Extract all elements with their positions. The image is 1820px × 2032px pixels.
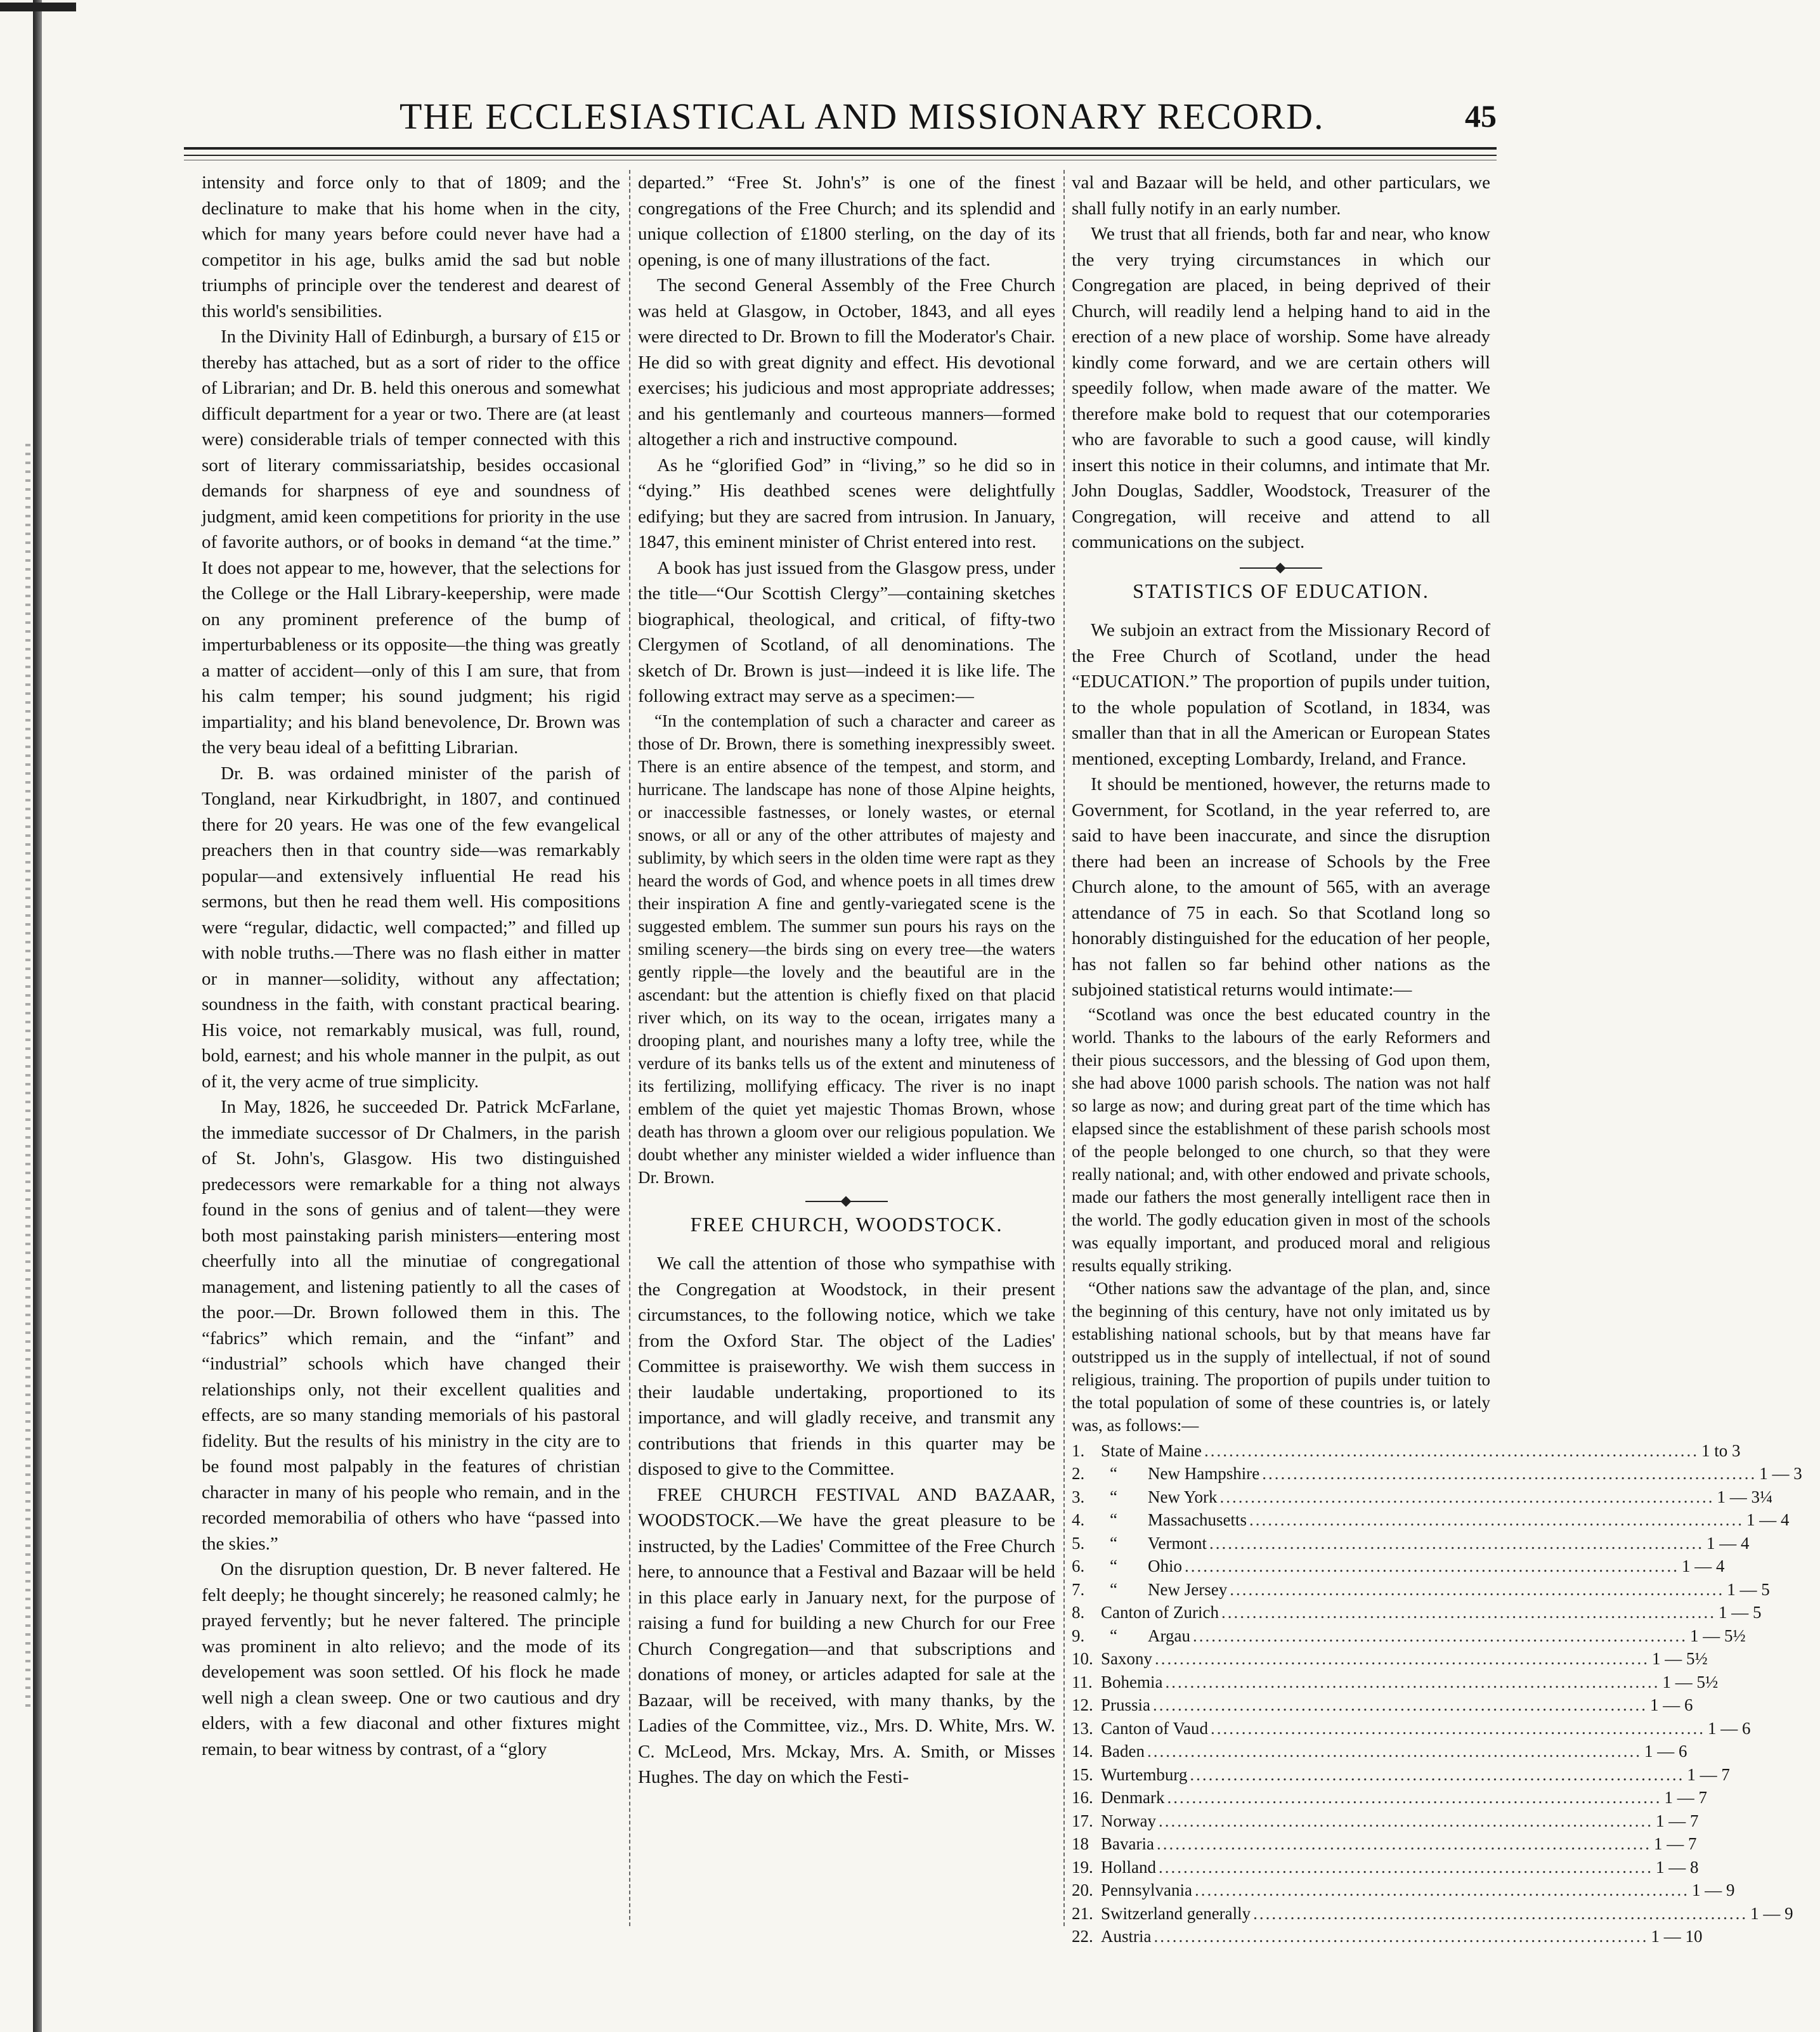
leader-dots — [1153, 1693, 1648, 1717]
binding-spine — [33, 0, 42, 2032]
stat-number: 19. — [1072, 1857, 1093, 1877]
stat-ratio: 1 — 7 — [1655, 1811, 1699, 1830]
stat-row — [1072, 1532, 1750, 1555]
stat-row — [1072, 1601, 1762, 1624]
paragraph: In May, 1826, he succeeded Dr. Patrick McFarlane, the immediate successor of Dr Chalmers, in the parish of St. John's, Glasgow. His two distinguished predecessors were remarkable for a thing not always found in the sons of genius and of talent—they were both most painstaking parish ministers—entering most cheerfully into all the minutiae of congregational management, and listening patiently to all the cases of the poor.—Dr. Brown followed them in this. The “fabrics” which remain, and the “infant” and “industrial” schools which have changed their relationships only, not their excellent qualities and effects, are so many standing memorials of his pastoral fidelity. But the results of his ministry in the city are to be found most palpably in the features of christian character in many of his people who remain, and in the recorded memorabilia of others who have “passed into the skies.” — [202, 1097, 620, 1554]
stat-row — [1072, 1879, 1735, 1902]
leader-dots — [1211, 1717, 1705, 1740]
ditto-mark: “ — [1110, 1533, 1117, 1553]
leader-dots — [1209, 1532, 1704, 1555]
stat-number: 13. — [1072, 1718, 1093, 1738]
stat-label: Prussia — [1101, 1695, 1151, 1714]
stat-ratio: 1 — 5½ — [1652, 1649, 1708, 1668]
stat-label: Denmark — [1101, 1788, 1165, 1807]
stat-row — [1072, 1485, 1773, 1509]
stat-number: 21. — [1072, 1903, 1093, 1923]
stat-label: Canton of Zurich — [1101, 1603, 1219, 1622]
stat-ratio: 1 — 3 — [1759, 1464, 1802, 1483]
quote-paragraph: “In the contemplation of such a character and career as those of Dr. Brown, there is something inexpressibly sweet. There is an entire absence of the tempest, and storm, and hurricane. The landscape has none of those Alpine heights, or inaccessible fastnesses, or lonely wastes, or eternal snows, or all or any of the other attributes of majesty and sublimity, by which seers in the olden time were rapt as they heard the words of God, and whence poets in all times drew their inspiration A fine and gently-variegated scene is the suggested emblem. The summer sun pours his rays on the smiling scenery—the birds sing on every tree—the waters gently ripple—the lovely and the beautiful are in the ascendant: but the attention is chiefly fixed on that placid river which, on its way to the ocean, irrigates many a drooping plant, and nourishes many a lofty tree, while the verdure of its banks tells us of the extent and minuteness of its fertilizing, mollifying efficacy. The river is no inapt emblem of the quiet yet majestic Thomas Brown, whose death has thrown a gloom over our religious population. We doubt whether any minister wielded a wider influence than Dr. Brown. — [638, 711, 1055, 1187]
stat-row — [1072, 1763, 1730, 1787]
leader-dots — [1154, 1925, 1648, 1948]
section-ornament — [1240, 564, 1322, 572]
stat-label: New Hampshire — [1148, 1464, 1260, 1483]
leader-dots — [1193, 1624, 1687, 1648]
ditto-mark: “ — [1110, 1510, 1117, 1529]
column-3 — [1072, 170, 1802, 1946]
leader-dots — [1147, 1740, 1642, 1763]
paragraph: Dr. B. was ordained minister of the parish of Tongland, near Kirkudbright, in 1807, and continued there for 20 years. He was one of the few evangelical preachers then in that country side—was remarkably popular—and extensively influential He read his sermons, but then he read them well. His compositions were “regular, didactic, well compacted;” and filled up with noble truths.—There was no flash either in matter or in manner—solidity, without any affectation; soundness in the faith, with constant practical bearing. His voice, not remarkably musical, was full, round, bold, earnest; and his whole manner in the pulpit, as out of it, the very acme of true simplicity. — [202, 763, 620, 1092]
stat-number: 4. — [1072, 1510, 1085, 1529]
stat-number: 10. — [1072, 1649, 1093, 1668]
column-separator — [1063, 170, 1065, 1926]
leader-dots — [1167, 1786, 1661, 1809]
stat-number: 11. — [1072, 1672, 1093, 1692]
stat-number: 5. — [1072, 1533, 1085, 1553]
stat-ratio: 1 — 4 — [1682, 1556, 1725, 1576]
stat-row — [1072, 1717, 1751, 1740]
binding-stitching — [25, 444, 30, 1712]
leader-dots — [1221, 1601, 1716, 1624]
stat-number: 7. — [1072, 1579, 1085, 1599]
stat-number: 20. — [1072, 1880, 1093, 1899]
leader-dots — [1220, 1485, 1715, 1509]
column-1 — [202, 170, 620, 1932]
stat-row — [1072, 1832, 1697, 1856]
paragraph: departed.” “Free St. John's” is one of the finest congregations of the Free Church; and its splendid and unique collection of £1800 sterling, on the day of its opening, is one of many illustrations of the fact. — [638, 172, 1055, 270]
stat-number: 9. — [1072, 1626, 1085, 1645]
ditto-mark: “ — [1110, 1556, 1117, 1576]
stat-row — [1072, 1508, 1790, 1532]
stat-row — [1072, 1671, 1719, 1694]
stat-label: Saxony — [1101, 1649, 1152, 1668]
stat-ratio: 1 — 5½ — [1690, 1626, 1746, 1645]
stat-number: 14. — [1072, 1742, 1093, 1761]
block-quote — [1072, 1003, 1490, 1437]
block-quote — [638, 709, 1055, 1189]
paragraph: As he “glorified God” in “living,” so he did so in “dying.” His deathbed scenes were delightfully edifying; but they are sacred from intrusion. In January, 1847, this eminent minister of Christ entered into rest. — [638, 455, 1055, 552]
stat-ratio: 1 — 5½ — [1662, 1672, 1719, 1692]
stat-number: 3. — [1072, 1487, 1085, 1506]
leader-dots — [1195, 1879, 1689, 1902]
stat-number: 18 — [1072, 1834, 1089, 1853]
leader-dots — [1230, 1578, 1724, 1602]
stat-row — [1072, 1693, 1693, 1717]
stat-ratio: 1 to 3 — [1701, 1440, 1741, 1460]
stat-ratio: 1 — 6 — [1708, 1718, 1751, 1738]
header-rule — [184, 155, 1497, 156]
section-ornament — [805, 1198, 888, 1205]
leader-dots — [1190, 1763, 1684, 1787]
section-title-statistics: STATISTICS OF EDUCATION. — [1133, 579, 1429, 602]
stat-row — [1072, 1856, 1699, 1879]
stat-row — [1072, 1578, 1770, 1602]
page-number: 45 — [1465, 98, 1497, 134]
leader-dots — [1165, 1671, 1660, 1694]
stat-ratio: 1 — 9 — [1750, 1903, 1793, 1923]
statistics-table — [1072, 1439, 1802, 1948]
stat-row — [1072, 1925, 1703, 1948]
header-rule — [184, 147, 1497, 150]
column-3-top-text — [1072, 170, 1490, 555]
stat-row — [1072, 1809, 1699, 1833]
stat-number: 15. — [1072, 1764, 1093, 1784]
paragraph: intensity and force only to that of 1809; and the declinature to make that his home when in the city, which for many years before could never have had a competitor in his age, bulks amid the sad but noble triumphs of principle over the tenderest and dearest of this world's sensibilities. — [202, 172, 620, 321]
stat-ratio: 1 — 8 — [1656, 1857, 1699, 1877]
stat-label: Bavaria — [1101, 1834, 1154, 1853]
column-separator — [629, 170, 630, 1926]
ditto-mark: “ — [1110, 1579, 1117, 1599]
stat-row — [1072, 1902, 1793, 1925]
stat-number: 1. — [1072, 1440, 1085, 1460]
paragraph: We trust that all friends, both far and near, who know the very trying circumstances in which our Congregation are placed, in being deprived of their Church, will readily lend a helping hand to aid in the erection of a new place of worship. Some have already kindly come forward, and we are certain others will speedily follow, when made aware of the matter. We therefore make bold to request that our cotemporaries who are favorable to such a good cause, will kindly insert this notice in their columns, and intimate that Mr. John Douglas, Saddler, Woodstock, Treasurer of the Congregation, will receive and attend to all communications on the subject. — [1072, 224, 1490, 552]
leader-dots — [1159, 1856, 1653, 1879]
stat-number: 17. — [1072, 1811, 1093, 1830]
stat-row — [1072, 1647, 1708, 1671]
stat-ratio: 1 — 3¼ — [1717, 1487, 1773, 1506]
stat-label: Holland — [1101, 1857, 1156, 1877]
stat-label: Massachusetts — [1148, 1510, 1247, 1529]
stat-ratio: 1 — 9 — [1691, 1880, 1735, 1899]
stat-label: Switzerland generally — [1101, 1903, 1251, 1923]
column-3-mid-text — [1072, 618, 1490, 1003]
stat-ratio: 1 — 5 — [1718, 1603, 1762, 1622]
leader-dots — [1159, 1809, 1653, 1833]
stat-ratio: 1 — 4 — [1706, 1533, 1750, 1553]
column-2 — [638, 170, 1055, 1932]
section-title-woodstock: FREE CHURCH, WOODSTOCK. — [690, 1212, 1003, 1236]
stat-ratio: 1 — 7 — [1664, 1788, 1707, 1807]
stat-row — [1072, 1624, 1746, 1648]
paragraph: FREE CHURCH FESTIVAL AND BAZAAR, WOODSTOCK.—We have the great pleasure to be instructed, by the Ladies' Committee of the Free Church here, to announce that a Festival and Bazaar will be held in this place early in January next, for the purpose of raising a fund for building a new Church for our Free Church Congregation—and that subscriptions and donations of money, or articles adapted for sale at the Bazaar, will be received, with many thanks, by the Ladies of the Committee, viz., Mrs. D. White, Mrs. W. C. McLeod, Mrs. Mckay, Mrs. A. Smith, or Misses Hughes. The day on which the Festi- — [638, 1484, 1055, 1787]
stat-row — [1072, 1439, 1741, 1463]
stat-row — [1072, 1786, 1707, 1809]
ditto-mark: “ — [1110, 1487, 1117, 1506]
quote-paragraph: “Scotland was once the best educated country in the world. Thanks to the labours of the early Reformers and their pious successors, and the blessing of God upon them, she had above 1000 parish schools. The nation was not half so large as now; and during great part of the time which has elapsed since the establishment of these parish schools most of the people belonged to one church, so that they were really national; and, with other endowed and private schools, made our fathers the most generally intelligent race then in the world. The godly education given in most of the schools was equally important, and produced moral and religious results equally striking. — [1072, 1004, 1490, 1275]
stat-ratio: 1 — 6 — [1650, 1695, 1693, 1714]
stat-label: Bohemia — [1101, 1672, 1163, 1692]
stat-label: Wurtemburg — [1101, 1764, 1188, 1784]
paragraph: We call the attention of those who sympathise with the Congregation at Woodstock, in their present circumstances, to the following notice, which we take from the Oxford Star. The object of the Ladies' Committee is praiseworthy. We wish them success in their laudable undertaking, proportioned to its importance, and will gladly receive, and transmit any contributions that friends in this quarter may be disposed to give to the Committee. — [638, 1253, 1055, 1479]
stat-label: Vermont — [1148, 1533, 1207, 1553]
stat-number: 8. — [1072, 1603, 1085, 1622]
stat-label: Austria — [1101, 1927, 1152, 1946]
stat-number: 22. — [1072, 1927, 1093, 1946]
paragraph: A book has just issued from the Glasgow press, under the title—“Our Scottish Clergy”—containing sketches biographical, theological, and critical, of fifty-two Clergymen of Scotland, of all denominations. The sketch of Dr. Brown is just—indeed it is like life. The following extract may serve as a specimen:— — [638, 557, 1055, 706]
column-2-bottom-text — [638, 1251, 1055, 1790]
stat-number: 6. — [1072, 1556, 1085, 1576]
stat-label: New York — [1148, 1487, 1218, 1506]
leader-dots — [1253, 1902, 1748, 1925]
leader-dots — [1249, 1508, 1744, 1532]
leader-dots — [1155, 1647, 1649, 1671]
stat-label: Ohio — [1148, 1556, 1182, 1576]
leader-dots — [1262, 1462, 1757, 1485]
column-2-top-text — [638, 170, 1055, 709]
quote-paragraph: “Other nations saw the advantage of the plan, and, since the beginning of this century, have not only imitated us by establishing national schools, but by that means have far outstripped us in the supply of intellectual, if not of sound religious, training. The proportion of pupils under tuition to the total population of some of these countries is, or lately was, as follows:— — [1072, 1278, 1490, 1435]
stat-label: Baden — [1101, 1742, 1145, 1761]
paragraph: val and Bazaar will be held, and other particulars, we shall fully notify in an early number. — [1072, 172, 1490, 219]
stat-number: 2. — [1072, 1464, 1085, 1483]
stat-label: Pennsylvania — [1101, 1880, 1192, 1899]
binding-cap — [0, 3, 76, 11]
stat-ratio: 1 — 5 — [1727, 1579, 1770, 1599]
paragraph: The second General Assembly of the Free Church was held at Glasgow, in October, 1843, and all eyes were directed to Dr. Brown to fill the Moderator's Chair. He did so with great dignity and effect. His devotional exercises; his judicious and most appropriate addresses; and his gentlemanly and courteous manners—formed altogether a rich and instructive compound. — [638, 275, 1055, 450]
stat-label: Argau — [1148, 1626, 1190, 1645]
paragraph: We subjoin an extract from the Missionary Record of the Free Church of Scotland, under the head “EDUCATION.” The proportion of pupils under tuition, to the whole population of Scotland, in 1834, was smaller than that in all the American or European States mentioned, excepting Lombardy, Ireland, and France. — [1072, 620, 1490, 769]
page-header — [184, 95, 1497, 139]
leader-dots — [1185, 1555, 1679, 1578]
stat-row — [1072, 1462, 1802, 1485]
running-title: THE ECCLESIASTICAL AND MISSIONARY RECORD. — [400, 96, 1325, 137]
stat-ratio: 1 — 6 — [1644, 1742, 1687, 1761]
stat-ratio: 1 — 7 — [1653, 1834, 1697, 1853]
stat-label: State of Maine — [1101, 1440, 1202, 1460]
stat-label: Norway — [1101, 1811, 1156, 1830]
paragraph: On the disruption question, Dr. B never faltered. He felt deeply; he thought sincerely; he reasoned calmly; he prayed fervently; but he never faltered. The principle was prominent in alto relievo; and the mode of its developement was soon settled. Of his flock he made well nigh a clean sweep. One or two cautious and dry elders, with a few diaconal and other fixtures might remain, to bear witness by contrast, of a “glory — [202, 1559, 620, 1759]
stat-ratio: 1 — 4 — [1746, 1510, 1790, 1529]
stat-ratio: 1 — 7 — [1687, 1764, 1730, 1784]
paragraph: It should be mentioned, however, the returns made to Government, for Scotland, in the year referred to, are said to have been inaccurate, and since the disruption there had been an increase of Schools by the Free Church alone, to the amount of 565, with an average attendance of 75 in each. So that Scotland long so honorably distinguished for the education of her people, has not fallen so far behind other nations as the subjoined statistical returns would intimate:— — [1072, 774, 1490, 1000]
ditto-mark: “ — [1110, 1464, 1117, 1483]
stat-ratio: 1 — 10 — [1651, 1927, 1703, 1946]
stat-number: 12. — [1072, 1695, 1093, 1714]
leader-dots — [1204, 1439, 1699, 1463]
stat-row — [1072, 1555, 1725, 1578]
ditto-mark: “ — [1110, 1626, 1117, 1645]
leader-dots — [1157, 1832, 1651, 1856]
stat-number: 16. — [1072, 1788, 1093, 1807]
stat-label: Canton of Vaud — [1101, 1718, 1208, 1738]
stat-row — [1072, 1740, 1687, 1763]
paragraph: In the Divinity Hall of Edinburgh, a bursary of £15 or thereby has attached, but as a sort of rider to the office of Librarian; and Dr. B. held this onerous and somewhat difficult department for a year or two. There are (at least were) considerable trials of temper connected with this sort of literary commissariatship, besides occasional demands for sharpness of eye and soundness of judgment, amid keen competitions for priority in the use of favorite authors, or of books in demand “at the time.” It does not appear to me, however, that the selections for the College or the Hall Library-keepership, were made on any prominent preference of the bump of imperturbableness or its opposite—the thing was greatly a matter of accident—only of this I am sure, that from his calm temper; his sound judgment; his rigid impartiality; and his bland benevolence, Dr. Brown was the very beau ideal of a befitting Librarian. — [202, 327, 620, 758]
stat-label: New Jersey — [1148, 1579, 1228, 1599]
